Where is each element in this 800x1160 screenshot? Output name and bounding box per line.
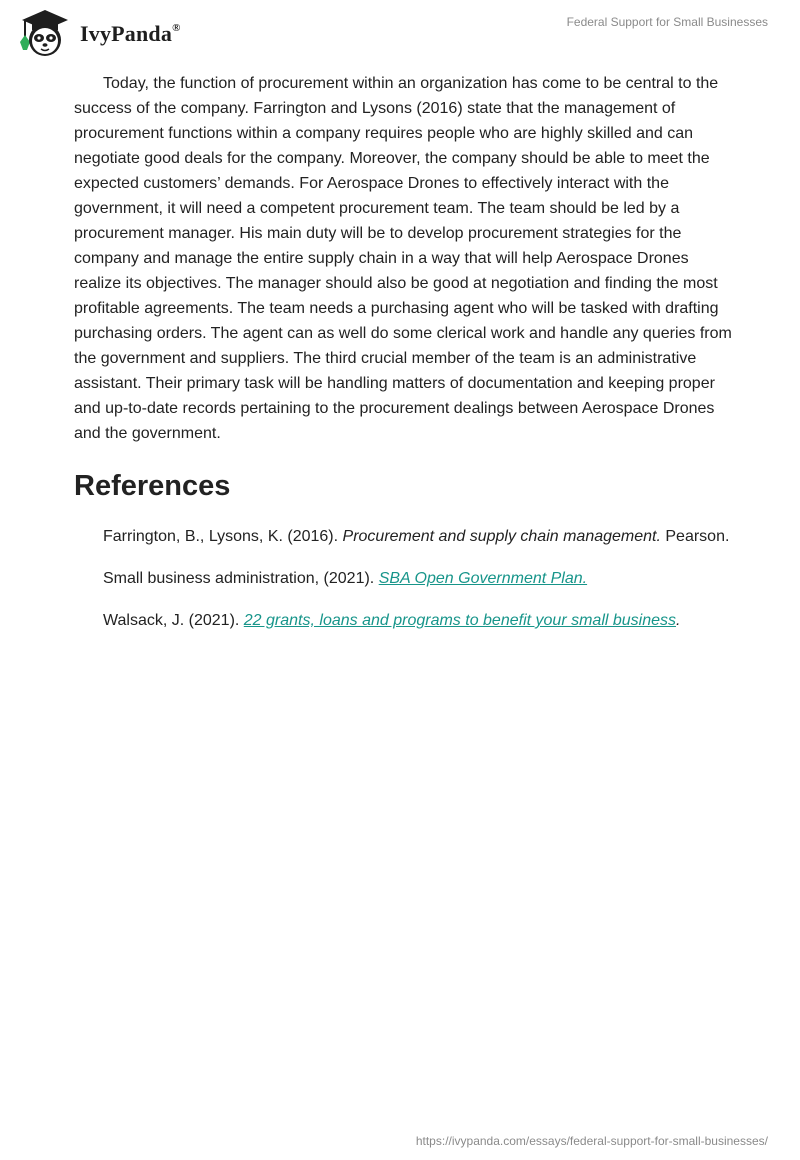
footer-url: https://ivypanda.com/essays/federal-support-for-small-businesses/ <box>415 1134 768 1148</box>
ivypanda-logo[interactable] <box>14 8 181 60</box>
reference-item: Small business administration, (2021). SBA Open Government Plan. <box>103 570 588 587</box>
sba-open-government-plan-link[interactable]: SBA Open Government Plan. <box>378 570 588 587</box>
references-heading: References <box>74 470 231 502</box>
references-list <box>74 524 734 633</box>
body-paragraph: Today, the function of procurement within an organization has come to be central to the success of the company. Farrington and Lysons (2016) state that the management of procurement functions within a company requires people who are highly skilled and can negotiate good deals for the company. Moreover, the company should be able to meet the expected customers’ demands. For Aerospace Drones to effectively interact with the government, it will need a competent procurement team. The team should be led by a procurement manager. His main duty will be to develop procurement strategies for the company and manage the entire supply chain in a way that will help Aerospace Drones realize its objectives. The manager should also be good at negotiation and finding the most profitable agreements. The team needs a purchasing agent who will be tasked with drafting purchasing orders. The agent can as well do some clerical work and handle any queries from the government and suppliers. The third crucial member of the team is an administrative assistant. Their primary task will be handling matters of documentation and keeping proper and up-to-date records pertaining to the procurement dealings between Aerospace Drones and the government. <box>74 75 732 442</box>
reference-item: Farrington, B., Lysons, K. (2016). Procurement and supply chain management. Pearson. <box>103 528 730 545</box>
brand-name: IvyPanda® <box>80 21 181 46</box>
document-title: Federal Support for Small Businesses <box>566 15 768 29</box>
reference-item: Walsack, J. (2021). 22 grants, loans and programs to benefit your small business. <box>103 612 681 629</box>
page-header <box>0 0 800 70</box>
reference-title: Procurement and supply chain management. <box>342 528 661 545</box>
document-body <box>74 71 734 650</box>
panda-logo-icon <box>14 8 76 60</box>
grants-loans-programs-link[interactable]: 22 grants, loans and programs to benefit your small business <box>243 612 677 629</box>
